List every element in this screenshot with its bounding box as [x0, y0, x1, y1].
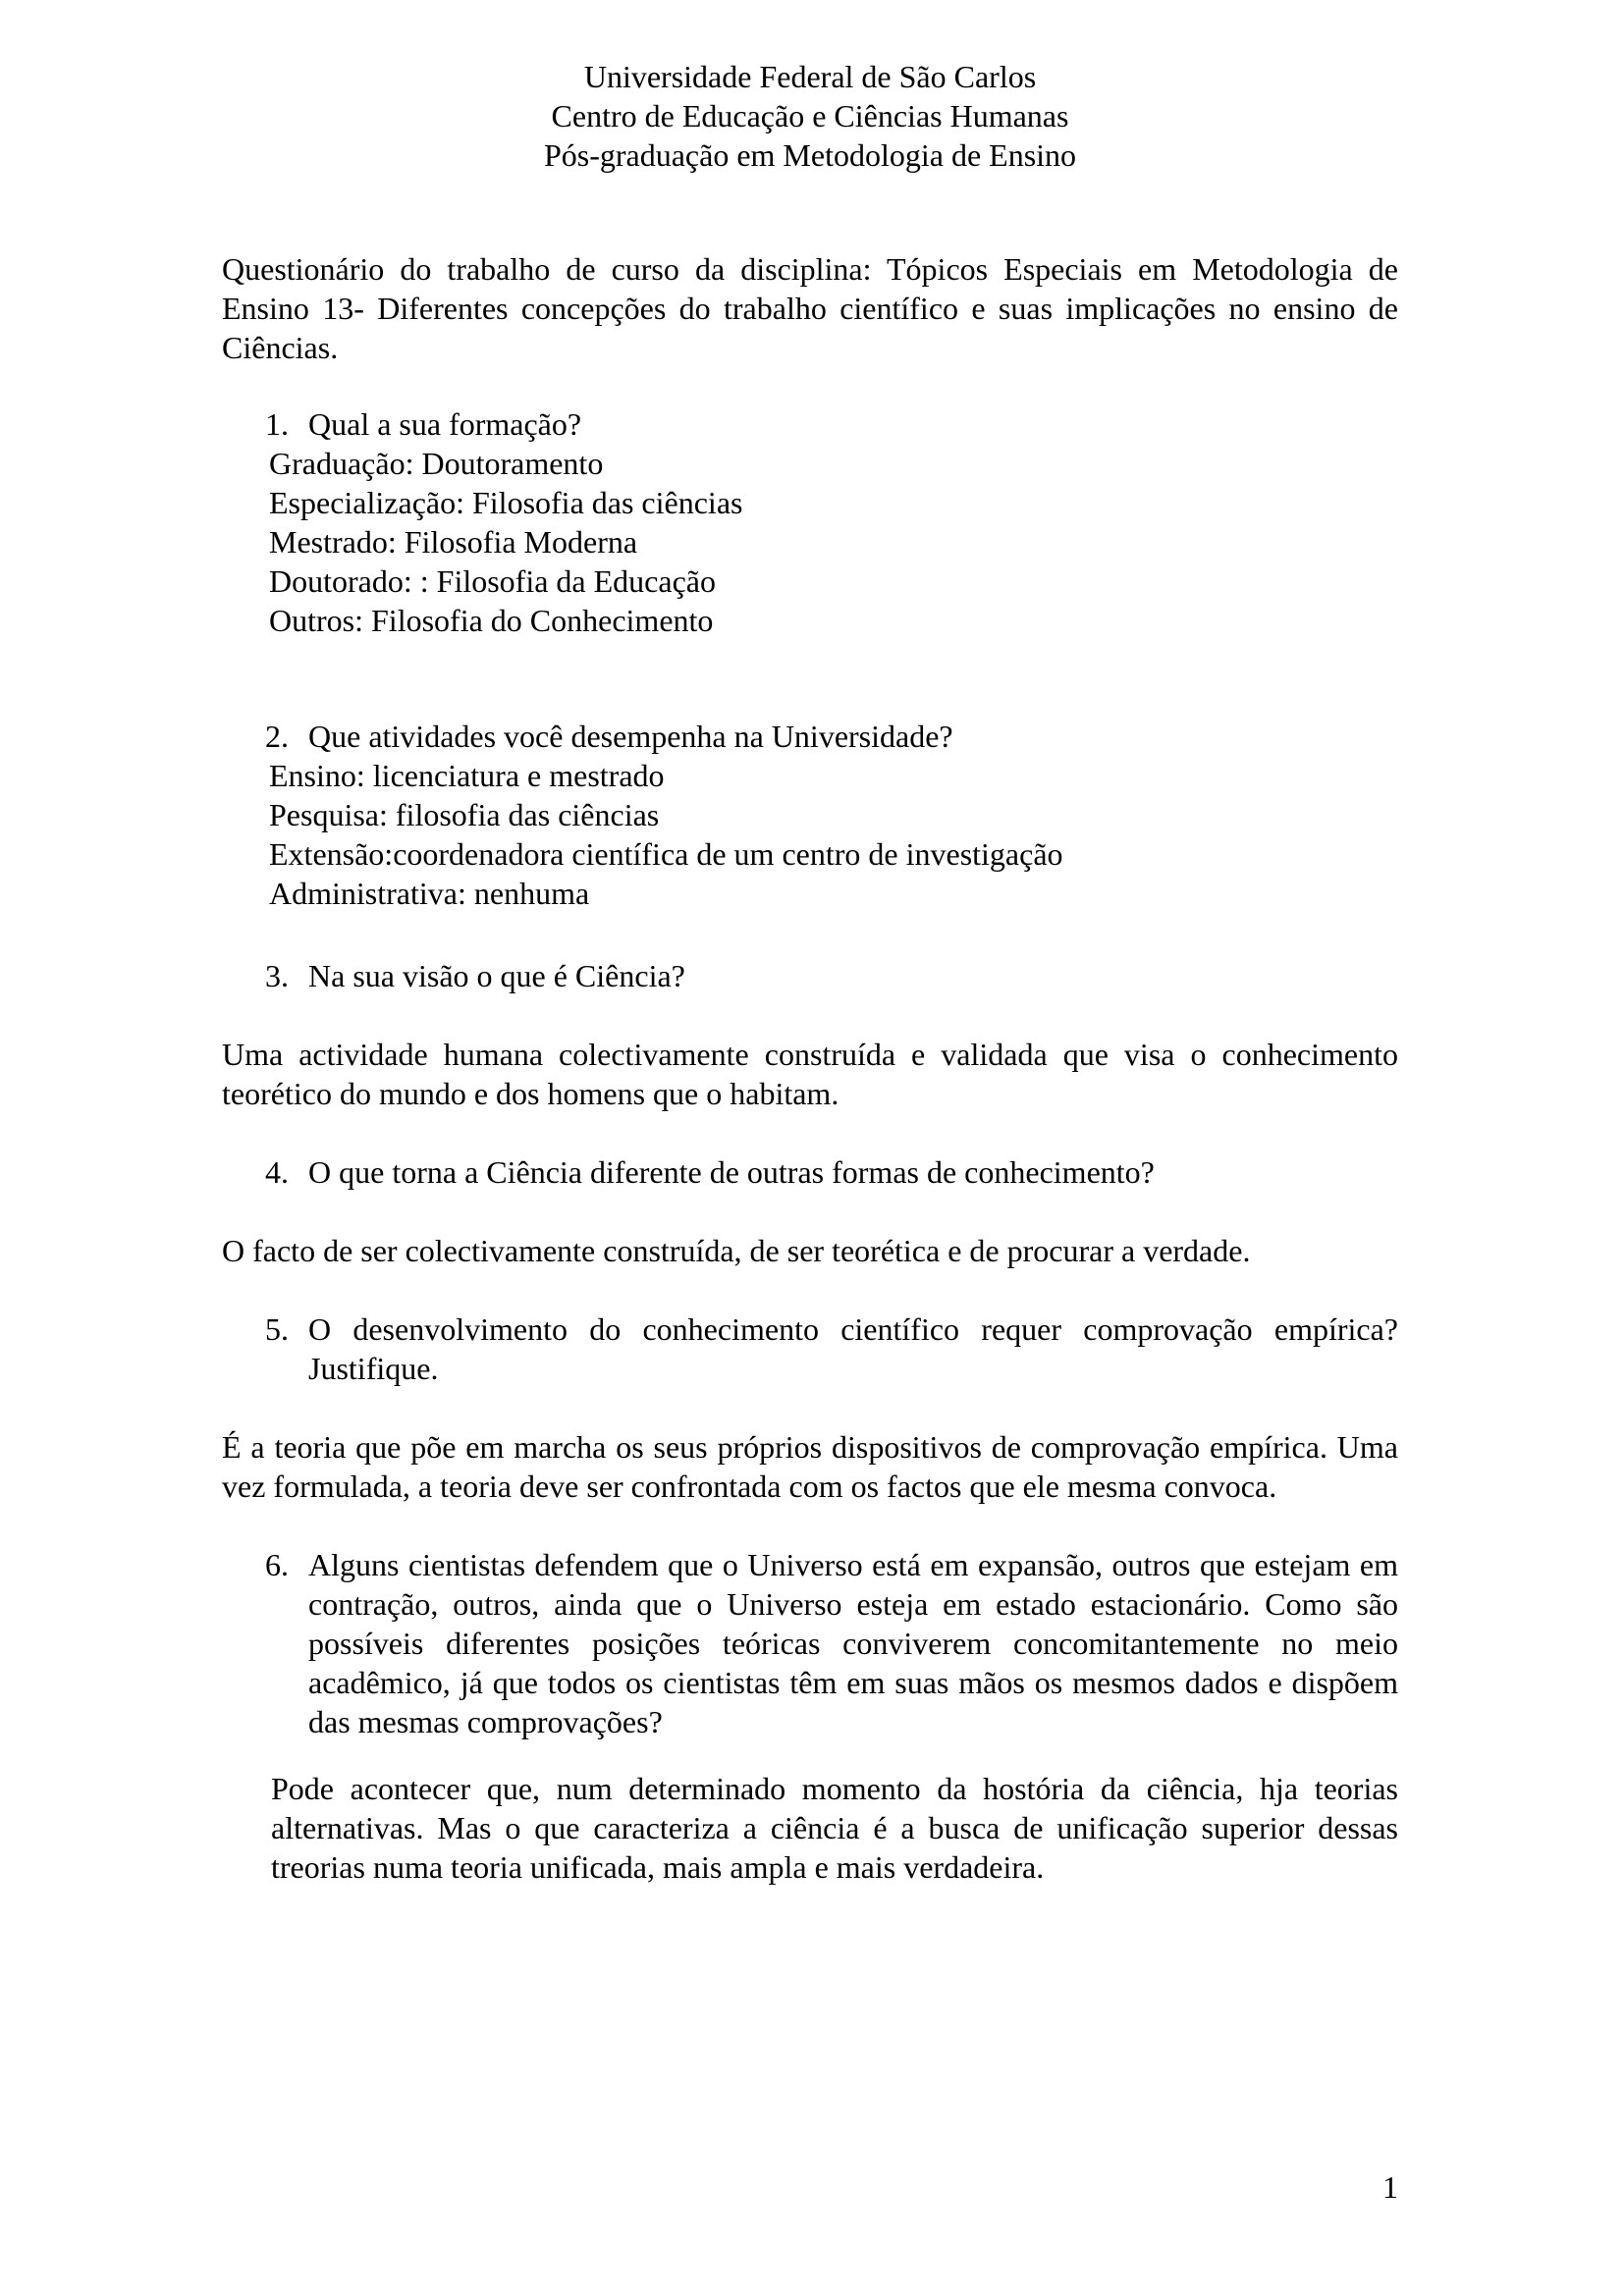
question-3-block: [222, 956, 1398, 995]
question-3-answer: Uma actividade humana colectivamente construída e validada que visa o conhecimento teorético do mundo e dos homens que o habitam.: [222, 1037, 1398, 1111]
question-5-block: [222, 1309, 1398, 1388]
question-2-text: Que atividades você desempenha na Universidade?: [308, 719, 953, 754]
question-5: [222, 1309, 1398, 1388]
page-number: 1: [1382, 2169, 1398, 2205]
q2-answer-administrativa: Administrativa: nenhuma: [269, 876, 590, 911]
q1-answer-especializacao: Especialização: Filosofia das ciências: [269, 485, 743, 520]
document-header: [222, 57, 1398, 175]
header-institution: Universidade Federal de São Carlos: [583, 59, 1037, 94]
question-1-text: Qual a sua formação?: [308, 406, 582, 442]
question-5-text: O desenvolvimento do conhecimento científico requer comprovação empírica? Justifique.: [308, 1311, 1398, 1386]
question-6: [222, 1545, 1398, 1741]
q1-answer-outros: Outros: Filosofia do Conhecimento: [269, 603, 714, 638]
q1-answer-doutorado: Doutorado: : Filosofia da Educação: [269, 563, 716, 599]
question-3: [222, 956, 1398, 995]
question-6-text: Alguns cientistas defendem que o Universo está em expansão, outros que estejam em contração, outros, ainda que o Universo esteja em estado estacionário. Como são possíveis diferentes posições teóricas conviverem concomitantemente no meio acadêmico, já que todos os cientistas têm em suas mãos os mesmos dados e dispõem das mesmas comprovações?: [308, 1547, 1398, 1739]
header-program: Pós-graduação em Metodologia de Ensino: [543, 137, 1077, 173]
question-4-text: O que torna a Ciência diferente de outras formas de conhecimento?: [308, 1154, 1155, 1190]
question-1-block: [222, 404, 1398, 640]
question-3-text: Na sua visão o que é Ciência?: [308, 958, 685, 993]
intro-paragraph: Questionário do trabalho de curso da disciplina: Tópicos Especiais em Metodologia de Ensino 13- Diferentes concepções do trabalho científico e suas implicações no ensino de Ciências.: [222, 251, 1398, 365]
question-5-answer: É a teoria que põe em marcha os seus próprios dispositivos de comprovação empírica. Uma vez formulada, a teoria deve ser confrontada com os factos que ele mesma convoca.: [222, 1429, 1398, 1504]
question-4: [222, 1152, 1398, 1192]
header-center: Centro de Educação e Ciências Humanas: [551, 98, 1069, 133]
question-4-number: 4.: [265, 1154, 289, 1190]
question-2-number: 2.: [265, 719, 289, 754]
q1-answer-graduacao: Graduação: Doutoramento: [269, 446, 604, 481]
question-5-number: 5.: [265, 1311, 289, 1347]
question-2: [222, 717, 1398, 756]
q2-answer-pesquisa: Pesquisa: filosofia das ciências: [269, 797, 660, 832]
question-1-number: 1.: [265, 406, 289, 442]
question-4-answer: O facto de ser colectivamente construída, de ser teorética e de procurar a verdade.: [222, 1233, 1251, 1268]
question-2-block: [222, 717, 1398, 913]
q2-answer-extensao: Extensão:coordenadora científica de um centro de investigação: [269, 836, 1063, 872]
question-1: [222, 404, 1398, 444]
question-4-block: [222, 1152, 1398, 1192]
q1-answer-mestrado: Mestrado: Filosofia Moderna: [269, 524, 638, 560]
question-3-number: 3.: [265, 958, 289, 993]
q2-answer-ensino: Ensino: licenciatura e mestrado: [269, 758, 665, 793]
question-6-block: [222, 1545, 1398, 1741]
question-6-number: 6.: [265, 1547, 289, 1582]
question-6-answer: Pode acontecer que, num determinado momento da hostória da ciência, hja teorias alternativas. Mas o que caracteriza a ciência é a busca de unificação superior dessas treorias numa teoria unificada, mais ampla e mais verdadeira.: [271, 1771, 1398, 1885]
